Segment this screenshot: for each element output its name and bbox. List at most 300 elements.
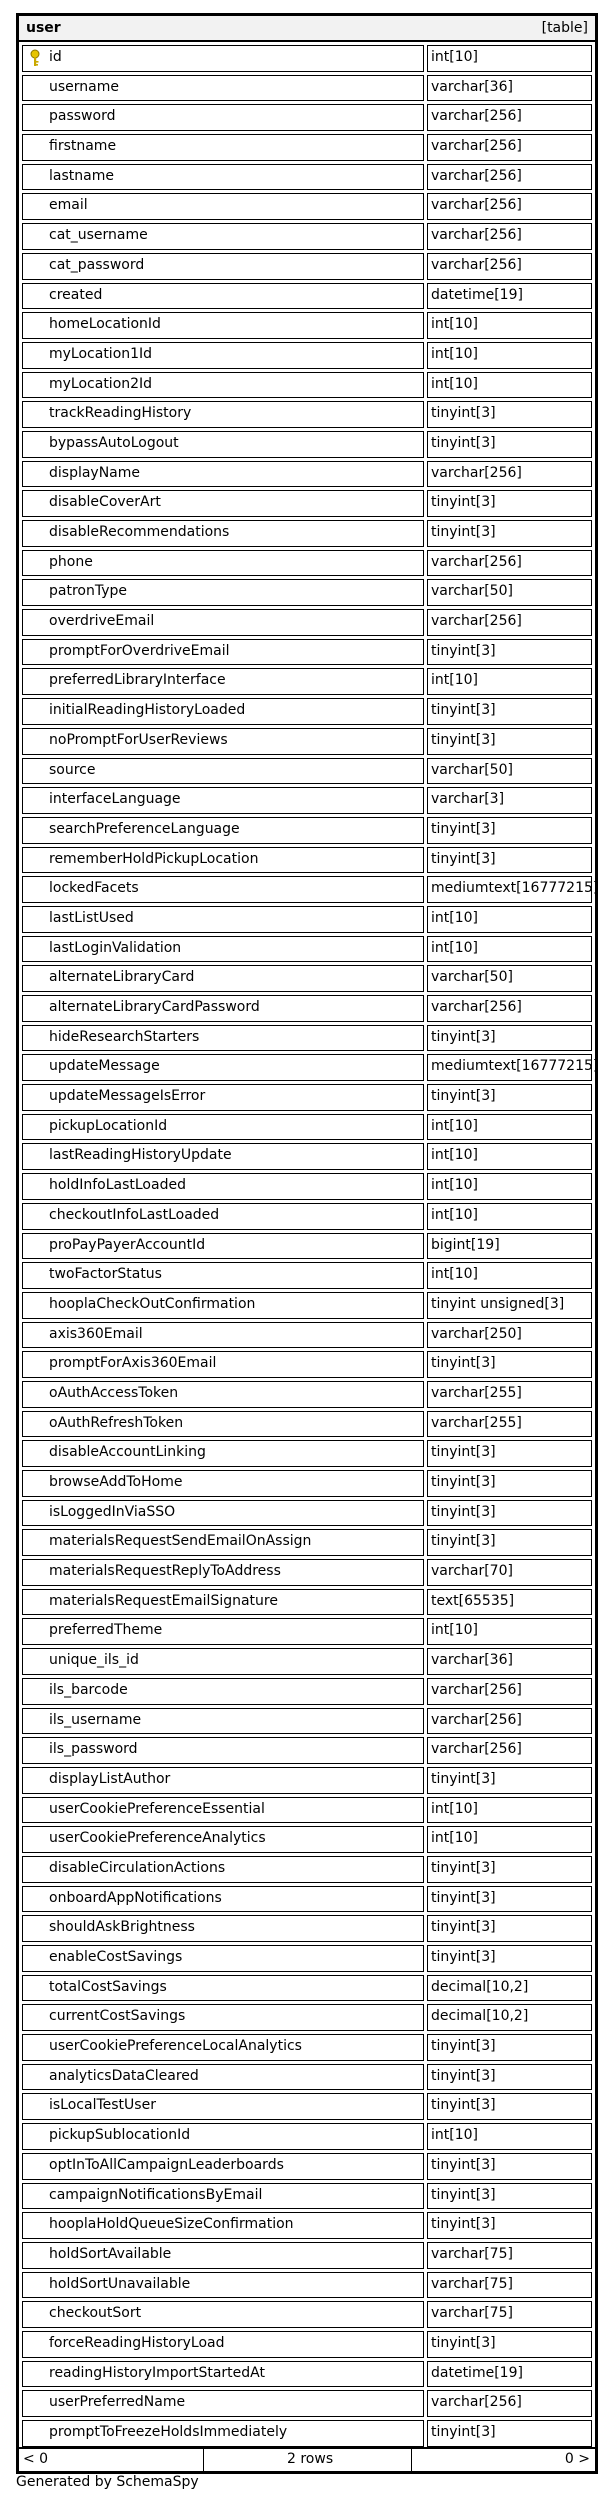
column-row <box>19 1170 595 1200</box>
column-name-cell <box>22 579 424 606</box>
column-type-cell <box>427 550 592 577</box>
column-row <box>19 161 595 191</box>
column-type-cell <box>427 1322 592 1349</box>
column-name-cell <box>22 520 424 547</box>
column-type: varchar[255] <box>431 1384 522 1401</box>
column-type: int[10] <box>431 375 478 392</box>
column-name-cell <box>22 312 424 339</box>
column-type-cell <box>427 2153 592 2180</box>
column-name-cell <box>22 1143 424 1170</box>
column-name-cell <box>22 104 424 131</box>
column-row <box>19 933 595 963</box>
column-type: bigint[19] <box>431 1236 500 1253</box>
column-type: int[10] <box>431 909 478 926</box>
column-type-cell <box>427 965 592 992</box>
column-row <box>19 190 595 220</box>
column-type-cell <box>427 431 592 458</box>
column-name: preferredLibraryInterface <box>49 672 226 689</box>
column-name-cell <box>22 1678 424 1705</box>
column-name: forceReadingHistoryLoad <box>49 2334 225 2351</box>
column-type: int[10] <box>431 1800 478 1817</box>
column-name: readingHistoryImportStartedAt <box>49 2364 265 2381</box>
column-type: datetime[19] <box>431 2364 523 2381</box>
column-name: cat_username <box>49 227 148 244</box>
column-row <box>19 2150 595 2180</box>
column-name: promptToFreezeHoldsImmediately <box>49 2424 288 2440</box>
column-name-cell <box>22 1529 424 1556</box>
column-type-cell <box>427 164 592 191</box>
column-type-cell <box>427 1915 592 1942</box>
column-type: tinyint[3] <box>431 1474 496 1490</box>
column-row <box>19 1912 595 1942</box>
column-type-cell <box>427 1618 592 1645</box>
column-name: updateMessage <box>49 1058 160 1075</box>
column-row <box>19 1408 595 1438</box>
column-type-cell <box>427 1500 592 1527</box>
column-name: disableAccountLinking <box>49 1444 206 1461</box>
column-type-cell <box>427 283 592 310</box>
column-row <box>19 844 595 874</box>
column-name-cell <box>22 223 424 250</box>
column-type: tinyint[3] <box>431 2156 496 2173</box>
column-type: tinyint[3] <box>431 405 496 422</box>
column-row <box>19 1051 599 1081</box>
column-name-cell <box>22 1173 424 1200</box>
column-row <box>19 458 595 488</box>
column-type: varchar[256] <box>431 613 522 630</box>
column-name-cell <box>22 698 424 725</box>
column-type: datetime[19] <box>431 286 523 303</box>
column-row <box>19 369 595 399</box>
column-type: tinyint[3] <box>431 1533 496 1550</box>
column-name: materialsRequestReplyToAddress <box>49 1563 281 1580</box>
column-type-cell <box>427 1440 592 1467</box>
column-name: holdSortAvailable <box>49 2245 172 2262</box>
column-name-cell <box>22 1915 424 1942</box>
column-row <box>19 1675 595 1705</box>
column-type: varchar[256] <box>431 553 522 570</box>
column-type: mediumtext[16777215] <box>431 1058 599 1075</box>
column-type-cell <box>427 1262 592 1289</box>
column-type: tinyint[3] <box>431 524 496 540</box>
column-row <box>19 547 595 577</box>
column-name-cell <box>22 2034 424 2061</box>
column-row <box>19 220 595 250</box>
column-name: preferredTheme <box>49 1622 163 1639</box>
column-name-cell <box>22 936 424 963</box>
column-name: proPayPayerAccountId <box>49 1236 206 1253</box>
column-type: varchar[3] <box>431 791 505 808</box>
column-row <box>19 2120 595 2150</box>
column-name: myLocation1Id <box>49 345 153 362</box>
column-type-cell <box>427 2093 592 2120</box>
column-type: tinyint[3] <box>431 1503 496 1520</box>
column-type: int[10] <box>431 1206 478 1223</box>
column-row <box>19 962 595 992</box>
column-row <box>19 487 595 517</box>
column-type: varchar[50] <box>431 969 513 986</box>
column-type-cell <box>427 728 592 755</box>
column-name: optInToAllCampaignLeaderboards <box>49 2156 284 2173</box>
column-row <box>19 1586 595 1616</box>
column-row <box>19 1259 595 1289</box>
column-row <box>19 2031 595 2061</box>
column-name: username <box>49 78 119 95</box>
column-name: alternateLibraryCard <box>49 969 195 986</box>
footer-parents-count: < 0 <box>23 2450 49 2467</box>
column-row <box>19 1348 595 1378</box>
column-name-cell <box>22 134 424 161</box>
column-type-cell <box>427 2272 592 2299</box>
column-type-cell <box>427 1559 592 1586</box>
column-row <box>19 1823 595 1853</box>
column-name: axis360Email <box>49 1325 143 1342</box>
column-type-cell <box>427 2361 592 2388</box>
column-name-cell <box>22 1233 424 1260</box>
column-name-cell <box>22 490 424 517</box>
column-type-cell <box>427 639 592 666</box>
column-type: tinyint[3] <box>431 731 496 748</box>
column-name: oAuthRefreshToken <box>49 1414 184 1431</box>
column-type-cell <box>427 461 592 488</box>
column-name-cell <box>22 1351 424 1378</box>
column-name: ils_barcode <box>49 1681 128 1698</box>
column-name-cell <box>22 1025 424 1052</box>
column-name-cell <box>22 401 424 428</box>
column-type: tinyint[3] <box>431 1859 496 1876</box>
column-name-cell <box>22 2390 424 2417</box>
column-row <box>19 636 595 666</box>
column-row <box>19 814 595 844</box>
column-type: tinyint[3] <box>431 1028 496 1045</box>
column-name: cat_password <box>49 256 145 273</box>
column-type: varchar[256] <box>431 1681 522 1698</box>
column-row <box>19 250 595 280</box>
column-type: varchar[256] <box>431 999 522 1015</box>
column-row <box>19 2358 595 2388</box>
column-name-cell <box>22 2093 424 2120</box>
column-name-cell <box>22 758 424 785</box>
column-type-cell <box>427 1678 592 1705</box>
column-type-cell <box>427 1767 592 1794</box>
column-name: patronType <box>49 583 127 600</box>
column-name: phone <box>49 553 93 570</box>
column-name: created <box>49 286 103 303</box>
column-type: tinyint unsigned[3] <box>431 1295 565 1312</box>
column-type: varchar[36] <box>431 1652 513 1669</box>
column-type: int[10] <box>431 1830 478 1847</box>
column-type-cell <box>427 1143 592 1170</box>
column-row <box>19 1942 595 1972</box>
column-name-cell <box>22 75 424 102</box>
column-name: password <box>49 108 116 125</box>
column-name: id <box>49 49 62 65</box>
column-row <box>19 2090 595 2120</box>
column-name-cell <box>22 164 424 191</box>
column-type: varchar[256] <box>431 108 522 125</box>
column-name: overdriveEmail <box>49 613 155 630</box>
column-type-cell <box>427 75 592 102</box>
column-type-cell <box>427 1025 592 1052</box>
column-type: varchar[256] <box>431 256 522 273</box>
column-type: tinyint[3] <box>431 2097 496 2114</box>
column-type: tinyint[3] <box>431 702 496 719</box>
column-name-cell <box>22 1708 424 1735</box>
column-name-cell <box>22 1737 424 1764</box>
column-row <box>19 2061 595 2091</box>
column-name: source <box>49 761 96 778</box>
column-row <box>19 1615 595 1645</box>
column-type: varchar[256] <box>431 227 522 244</box>
column-type-cell <box>427 1708 592 1735</box>
column-name-cell <box>22 461 424 488</box>
column-name: lockedFacets <box>49 880 139 897</box>
column-type-cell <box>427 223 592 250</box>
column-type-cell <box>427 1797 592 1824</box>
column-name: firstname <box>49 138 117 155</box>
column-name: hooplaCheckOutConfirmation <box>49 1295 256 1312</box>
column-name-cell <box>22 372 424 399</box>
column-type-cell <box>427 1411 592 1438</box>
column-name-cell <box>22 2272 424 2299</box>
column-name-cell <box>22 906 424 933</box>
key-icon <box>28 49 42 67</box>
column-type: tinyint[3] <box>431 2424 496 2440</box>
column-type-cell <box>427 1826 592 1853</box>
column-type: int[10] <box>431 345 478 362</box>
column-name-cell <box>22 965 424 992</box>
column-name: onboardAppNotifications <box>49 1889 222 1906</box>
column-row <box>19 1645 595 1675</box>
column-row <box>19 1022 595 1052</box>
column-type: tinyint[3] <box>431 2334 496 2351</box>
column-name-cell <box>22 431 424 458</box>
column-name: userCookiePreferenceAnalytics <box>49 1830 266 1847</box>
column-type-cell <box>427 2123 592 2150</box>
column-type: int[10] <box>431 2127 478 2144</box>
column-name: bypassAutoLogout <box>49 434 179 451</box>
column-row <box>19 755 595 785</box>
column-type-cell <box>427 1945 592 1972</box>
column-type: tinyint[3] <box>431 1444 496 1461</box>
column-type-cell <box>427 1886 592 1913</box>
column-row <box>19 2269 595 2299</box>
column-name-cell <box>22 728 424 755</box>
column-name: totalCostSavings <box>49 1978 167 1995</box>
column-type-cell <box>427 193 592 220</box>
column-type: tinyint[3] <box>431 2186 496 2203</box>
column-row <box>19 2239 595 2269</box>
column-type-cell <box>427 104 592 131</box>
column-type: tinyint[3] <box>431 2216 496 2233</box>
column-row <box>19 280 595 310</box>
column-name: userCookiePreferenceEssential <box>49 1800 265 1817</box>
column-row <box>19 2328 595 2358</box>
column-type-cell <box>427 401 592 428</box>
column-name-cell <box>22 2301 424 2328</box>
generated-by-footer: Generated by SchemaSpy <box>16 2474 199 2490</box>
column-name-cell <box>22 1411 424 1438</box>
column-name-cell <box>22 1767 424 1794</box>
column-name: email <box>49 197 88 214</box>
column-type-cell <box>427 520 592 547</box>
column-name: lastListUsed <box>49 909 134 926</box>
column-row <box>19 2001 595 2031</box>
column-name-cell <box>22 668 424 695</box>
column-type: varchar[70] <box>431 1563 513 1580</box>
column-type: int[10] <box>431 1622 478 1639</box>
column-type: int[10] <box>431 672 478 689</box>
column-name: lastReadingHistoryUpdate <box>49 1147 232 1164</box>
column-type: varchar[256] <box>431 1741 522 1758</box>
column-type: tinyint[3] <box>431 1088 496 1105</box>
column-name: hideResearchStarters <box>49 1028 200 1045</box>
column-type-cell <box>427 2242 592 2269</box>
column-name-cell <box>22 1975 424 2002</box>
column-row <box>19 903 595 933</box>
column-name: pickupSublocationId <box>49 2127 191 2144</box>
column-name: materialsRequestEmailSignature <box>49 1592 278 1609</box>
table-name: user <box>26 20 61 36</box>
column-row <box>19 2180 595 2210</box>
column-name-cell <box>22 1618 424 1645</box>
column-row <box>19 784 595 814</box>
column-name: checkoutSort <box>49 2305 142 2322</box>
column-name-cell <box>22 1797 424 1824</box>
column-type: tinyint[3] <box>431 494 496 511</box>
column-type-cell <box>427 1648 592 1675</box>
column-name-cell <box>22 1292 424 1319</box>
column-type-cell <box>427 1233 592 1260</box>
column-row <box>19 1200 595 1230</box>
column-row <box>19 42 595 72</box>
column-name-cell <box>22 1084 424 1111</box>
column-row <box>19 72 595 102</box>
column-type-cell <box>427 253 592 280</box>
column-name: interfaceLanguage <box>49 791 181 808</box>
table-footer <box>19 2447 595 2471</box>
column-row <box>19 1497 595 1527</box>
column-type: decimal[10,2] <box>431 2008 529 2025</box>
column-row <box>19 1972 595 2002</box>
column-type-cell <box>427 1114 592 1141</box>
column-row <box>19 131 595 161</box>
column-row <box>19 695 595 725</box>
column-type: int[10] <box>431 1117 478 1134</box>
column-type: varchar[256] <box>431 1711 522 1728</box>
column-name-cell <box>22 995 424 1022</box>
column-row <box>19 517 595 547</box>
column-type-cell <box>427 490 592 517</box>
column-name-cell <box>22 817 424 844</box>
column-name: promptForOverdriveEmail <box>49 642 230 659</box>
column-name-cell <box>22 2123 424 2150</box>
column-type: tinyint[3] <box>431 2038 496 2055</box>
column-type-cell <box>427 2004 592 2031</box>
column-type: tinyint[3] <box>431 1770 496 1787</box>
column-name: materialsRequestSendEmailOnAssign <box>49 1533 312 1550</box>
column-name: enableCostSavings <box>49 1949 183 1965</box>
column-name: checkoutInfoLastLoaded <box>49 1206 220 1223</box>
column-name-cell <box>22 1262 424 1289</box>
column-type: tinyint[3] <box>431 434 496 451</box>
column-name: disableCoverArt <box>49 494 161 511</box>
column-name: disableRecommendations <box>49 524 230 540</box>
column-type-cell <box>427 2212 592 2239</box>
column-name-cell <box>22 253 424 280</box>
column-type: varchar[36] <box>431 78 513 95</box>
column-type: varchar[50] <box>431 583 513 600</box>
column-type-cell <box>427 312 592 339</box>
column-type-cell <box>427 936 592 963</box>
column-row <box>19 398 595 428</box>
column-name-cell <box>22 1589 424 1616</box>
column-name-cell <box>22 609 424 636</box>
column-name-cell <box>22 1945 424 1972</box>
column-name: currentCostSavings <box>49 2008 186 2025</box>
column-name: disableCirculationActions <box>49 1859 226 1876</box>
footer-row-count: 2 rows <box>287 2450 334 2467</box>
column-type: int[10] <box>431 1266 478 1283</box>
column-type-cell <box>427 1856 592 1883</box>
column-type-cell <box>427 1737 592 1764</box>
column-type-cell <box>427 372 592 399</box>
column-name: promptForAxis360Email <box>49 1355 217 1372</box>
column-name: campaignNotificationsByEmail <box>49 2186 263 2203</box>
column-name-cell <box>22 639 424 666</box>
column-type: mediumtext[16777215] <box>431 880 599 897</box>
column-name: holdInfoLastLoaded <box>49 1177 186 1194</box>
column-name: userPreferredName <box>49 2394 186 2411</box>
column-name: isLocalTestUser <box>49 2097 156 2114</box>
column-name-cell <box>22 2331 424 2358</box>
column-name-cell <box>22 1114 424 1141</box>
column-type-cell <box>427 2034 592 2061</box>
table-header <box>19 16 595 42</box>
column-name: holdSortUnavailable <box>49 2275 191 2292</box>
column-row <box>19 1764 595 1794</box>
column-type-cell <box>427 1381 592 1408</box>
column-type-cell <box>427 698 592 725</box>
column-row <box>19 606 595 636</box>
column-type: tinyint[3] <box>431 1889 496 1906</box>
column-row <box>19 1081 595 1111</box>
column-type-cell <box>427 1975 592 2002</box>
column-type: tinyint[3] <box>431 642 496 659</box>
column-name-cell <box>22 1322 424 1349</box>
column-name: alternateLibraryCardPassword <box>49 999 260 1015</box>
column-type-cell <box>427 2420 592 2447</box>
column-row <box>19 309 595 339</box>
column-row <box>19 2298 595 2328</box>
column-row <box>19 873 599 903</box>
column-type-cell <box>427 2183 592 2210</box>
column-name: userCookiePreferenceLocalAnalytics <box>49 2038 302 2055</box>
column-row <box>19 1319 595 1349</box>
column-type: tinyint[3] <box>431 2067 496 2084</box>
footer-cell-parents <box>19 2449 204 2471</box>
column-name-cell <box>22 1648 424 1675</box>
column-name-cell <box>22 1886 424 1913</box>
column-name: searchPreferenceLanguage <box>49 820 240 837</box>
column-name-cell <box>22 847 424 874</box>
column-row <box>19 1853 595 1883</box>
column-name: browseAddToHome <box>49 1474 183 1490</box>
column-name: unique_ils_id <box>49 1652 139 1669</box>
column-name-cell <box>22 1826 424 1853</box>
column-name: isLoggedInViaSSO <box>49 1503 176 1520</box>
column-name-cell <box>22 45 424 72</box>
